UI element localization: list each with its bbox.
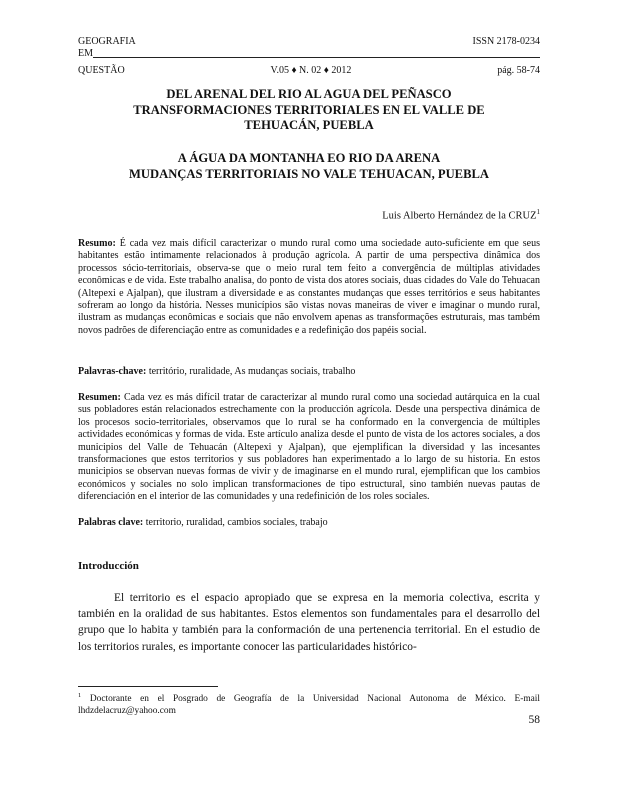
page-number: 58 [528, 714, 540, 726]
author-footnote-mark[interactable]: 1 [536, 208, 540, 216]
author-line [382, 208, 540, 222]
abstract-es-text: Cada vez es más difícil tratar de caracterizar al mundo rural como una sociedad autárquica en la cual sus pobladores están relacionados estrechamente con la producción agrícola. Desde una perspectiva dinámica de los procesos socio-territoriales, observamos que lo rural se ha conformado en la convergencia de múltiples actividades económicas y formas de vida. Este artículo analiza desde el punto de vista de los actores sociales, a dos municipios del Valle de Tehuacán (Altepexi y Ajalpan), que ejemplifican la diversidad y las incesantes transformaciones que estos territorios y sus pobladores han experimentado a lo largo de su historia. En estos municipios se observan nuevas formas de vivir y de imaginarse en el mundo rural, ejemplifican que los cambios económicos y sociales no solo implican transformaciones de tipo estructural, sino también nuevas pautas de diferenciación en el interior de las comunidades y una redefinición de los roles sociales. [78, 392, 540, 503]
footnote-text: Doctorante en el Posgrado de Geografía de la Universidad Nacional Autonoma de México. E-mail lhdzdelacruz@yahoo.com [78, 694, 540, 717]
running-header-bottom [78, 65, 540, 77]
keywords-es-label: Palabras clave: [78, 517, 144, 528]
keywords-es-text: territorio, ruralidad, cambios sociales, trabajo [143, 517, 328, 528]
header-rule [93, 48, 540, 58]
introduction-paragraph: El territorio es el espacio apropiado que se expresa en la memoria colectiva, escrita y también en la oralidad de sus habitantes. Estos elementos son fundamentales para el desarrollo del grupo que lo habita y también para la conformación de una pertenencia territorial. En el estudio de los territorios rurales, es importante conocer las particularidades histórico- [78, 592, 540, 653]
running-header-middle [78, 48, 540, 60]
abstract-pt-text: É cada vez mais difícil caracterizar o mundo rural como uma sociedade auto-suficiente em que seus habitantes estão intimamente relacionados à produção agrícola. A partir de uma perspectiva dinâmica dos processos sócio-territoriais, observa-se que o meio rural tem feito a convergência de múltiplas atividades econômicas e de vida. Este trabalho analisa, do ponto de vista dos atores sociais, duas cidades do Vale do Tehuacan (Altepexi e Ajalpan), que ilustram a diversidade e as constantes mudanças que esses territórios e seus habitantes sofreram ao longo da história. Nesses municípios são vistas novas maneiras de viver e imaginar o mundo rural, ilustram as mudanças econômicas e sociais que não envolvem apenas as transformações estruturais, mas também novos padrões de diferenciação entre as comunidades e a redefinição dos papéis social. [78, 238, 540, 336]
journal-name-line3: QUESTÃO [78, 65, 125, 76]
page-range: pág. 58-74 [497, 65, 540, 76]
title-es-line3: TEHUACÁN, PUEBLA [244, 118, 374, 132]
title-es-line1: DEL ARENAL DEL RIO AL AGUA DEL PEÑASCO [166, 87, 452, 101]
abstract-pt-label: Resumo: [78, 238, 116, 249]
abstract-spanish [78, 392, 540, 504]
volume-info: V.05 ♦ N. 02 ♦ 2012 [270, 65, 352, 76]
issn: ISSN 2178-0234 [472, 36, 540, 47]
footnote-separator [78, 686, 218, 687]
abstract-es-label: Resumen: [78, 392, 121, 403]
footnote-mark: 1 [78, 692, 82, 699]
keywords-spanish [78, 517, 540, 529]
journal-name-line2: EM [78, 48, 93, 59]
footnote [78, 690, 540, 717]
keywords-portuguese [78, 366, 540, 378]
journal-name-line1: GEOGRAFIA [78, 36, 136, 47]
running-header-top [78, 36, 540, 48]
abstract-portuguese [78, 238, 540, 337]
keywords-pt-text: território, ruralidade, As mudanças sociais, trabalho [146, 366, 356, 377]
author-name: Luis Alberto Hernández de la CRUZ [382, 210, 537, 222]
title-pt-line2: MUDANÇAS TERRITORIAIS NO VALE TEHUACAN, PUEBLA [129, 166, 489, 181]
section-heading-introduction: Introducción [78, 560, 139, 572]
title-spanish [78, 87, 540, 134]
title-pt-line1: A ÁGUA DA MONTANHA EO RIO DA ARENA [177, 151, 441, 165]
keywords-pt-label: Palavras-chave: [78, 366, 147, 377]
title-portuguese [78, 151, 540, 182]
title-es-line2: TRANSFORMACIONES TERRITORIALES EN EL VALLE DE [133, 102, 485, 117]
